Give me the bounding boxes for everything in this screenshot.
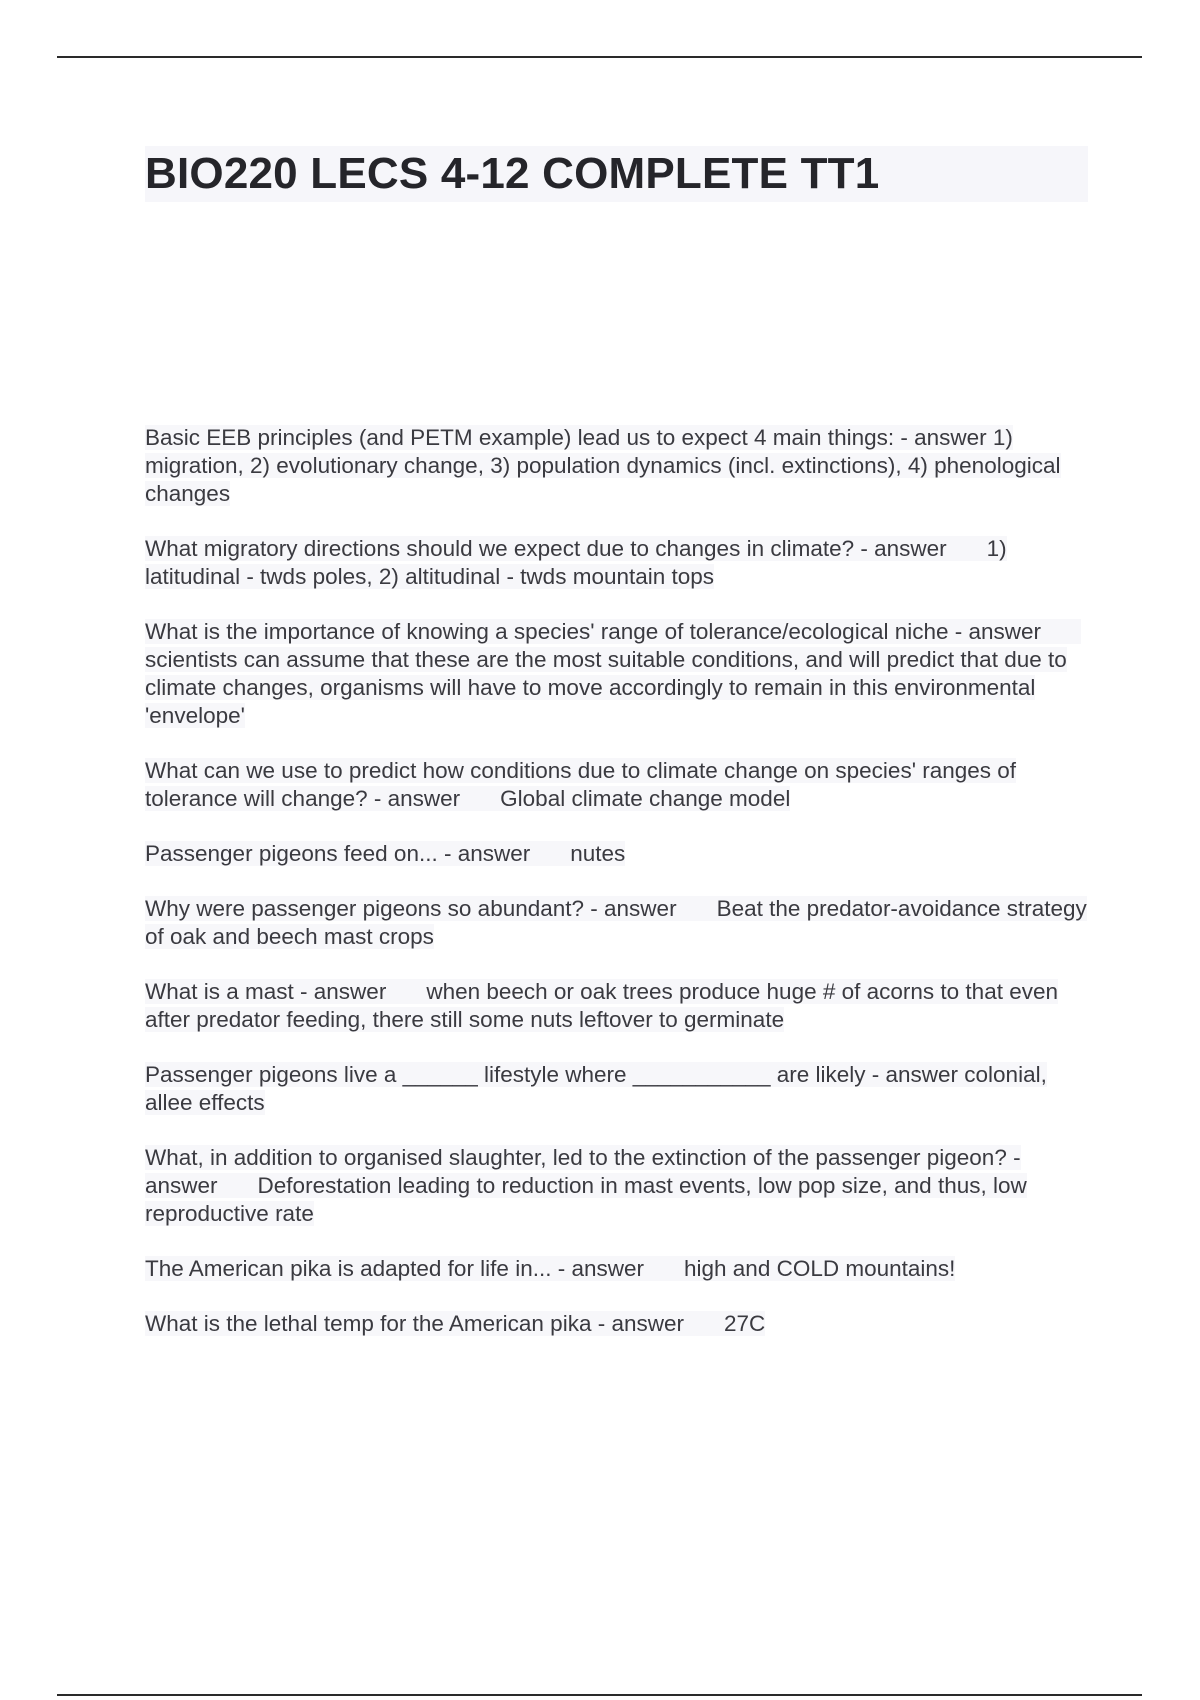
flashcard bbox=[145, 1144, 1090, 1228]
flashcard bbox=[145, 424, 1090, 508]
flashcard-question: What migratory directions should we expect due to changes in climate? - answer bbox=[145, 536, 947, 561]
flashcard bbox=[145, 1310, 1090, 1338]
flashcard-question: What is the importance of knowing a species' range of tolerance/ecological niche - answer bbox=[145, 619, 1042, 644]
flashcard bbox=[145, 1255, 1090, 1283]
flashcard-question: What, in addition to organised slaughter, led to the extinction of the passenger pigeon? - answer bbox=[145, 1145, 1021, 1198]
top-rule bbox=[57, 56, 1142, 58]
flashcard bbox=[145, 757, 1090, 813]
flashcard-question: Why were passenger pigeons so abundant? - answer bbox=[145, 896, 677, 921]
flashcard-list bbox=[145, 424, 1090, 1365]
flashcard-answer: when beech or oak trees produce huge # of acorns to that even after predator feeding, there still some nuts leftover to germinate bbox=[145, 979, 1058, 1032]
flashcard bbox=[145, 978, 1090, 1034]
flashcard-question: Passenger pigeons feed on... - answer bbox=[145, 841, 531, 866]
flashcard-answer: Deforestation leading to reduction in mast events, low pop size, and thus, low reproductive rate bbox=[145, 1173, 1027, 1226]
flashcard bbox=[145, 840, 1090, 868]
document-title: BIO220 LECS 4-12 COMPLETE TT1 bbox=[145, 146, 1088, 202]
flashcard-answer: Beat the predator-avoidance strategy of oak and beech mast crops bbox=[145, 896, 1087, 949]
flashcard bbox=[145, 618, 1090, 730]
flashcard-question: What is the lethal temp for the American pika - answer bbox=[145, 1311, 684, 1336]
flashcard bbox=[145, 535, 1090, 591]
flashcard bbox=[145, 895, 1090, 951]
flashcard-answer: 1) migration, 2) evolutionary change, 3) population dynamics (incl. extinctions), 4) phenological changes bbox=[145, 425, 1061, 506]
flashcard-answer: scientists can assume that these are the most suitable conditions, and will predict that due to climate changes, organisms will have to move accordingly to remain in this environmental 'envelope' bbox=[145, 647, 1067, 728]
flashcard-question: What can we use to predict how conditions due to climate change on species' ranges of tolerance will change? - answer bbox=[145, 758, 1017, 811]
flashcard-question: What is a mast - answer bbox=[145, 979, 387, 1004]
flashcard-question: Passenger pigeons live a ______ lifestyle where ___________ are likely - answer bbox=[145, 1062, 959, 1087]
flashcard-answer: 1) latitudinal - twds poles, 2) altitudinal - twds mountain tops bbox=[145, 536, 1007, 589]
flashcard-answer: high and COLD mountains! bbox=[684, 1256, 956, 1281]
flashcard-answer: 27C bbox=[724, 1311, 766, 1336]
flashcard-question: The American pika is adapted for life in... - answer bbox=[145, 1256, 644, 1281]
flashcard bbox=[145, 1061, 1090, 1117]
flashcard-question: Basic EEB principles (and PETM example) lead us to expect 4 main things: - answer bbox=[145, 425, 987, 450]
flashcard-answer: Global climate change model bbox=[500, 786, 791, 811]
flashcard-answer: colonial, allee effects bbox=[145, 1062, 1047, 1115]
bottom-rule bbox=[57, 1694, 1142, 1696]
flashcard-answer: nutes bbox=[570, 841, 626, 866]
